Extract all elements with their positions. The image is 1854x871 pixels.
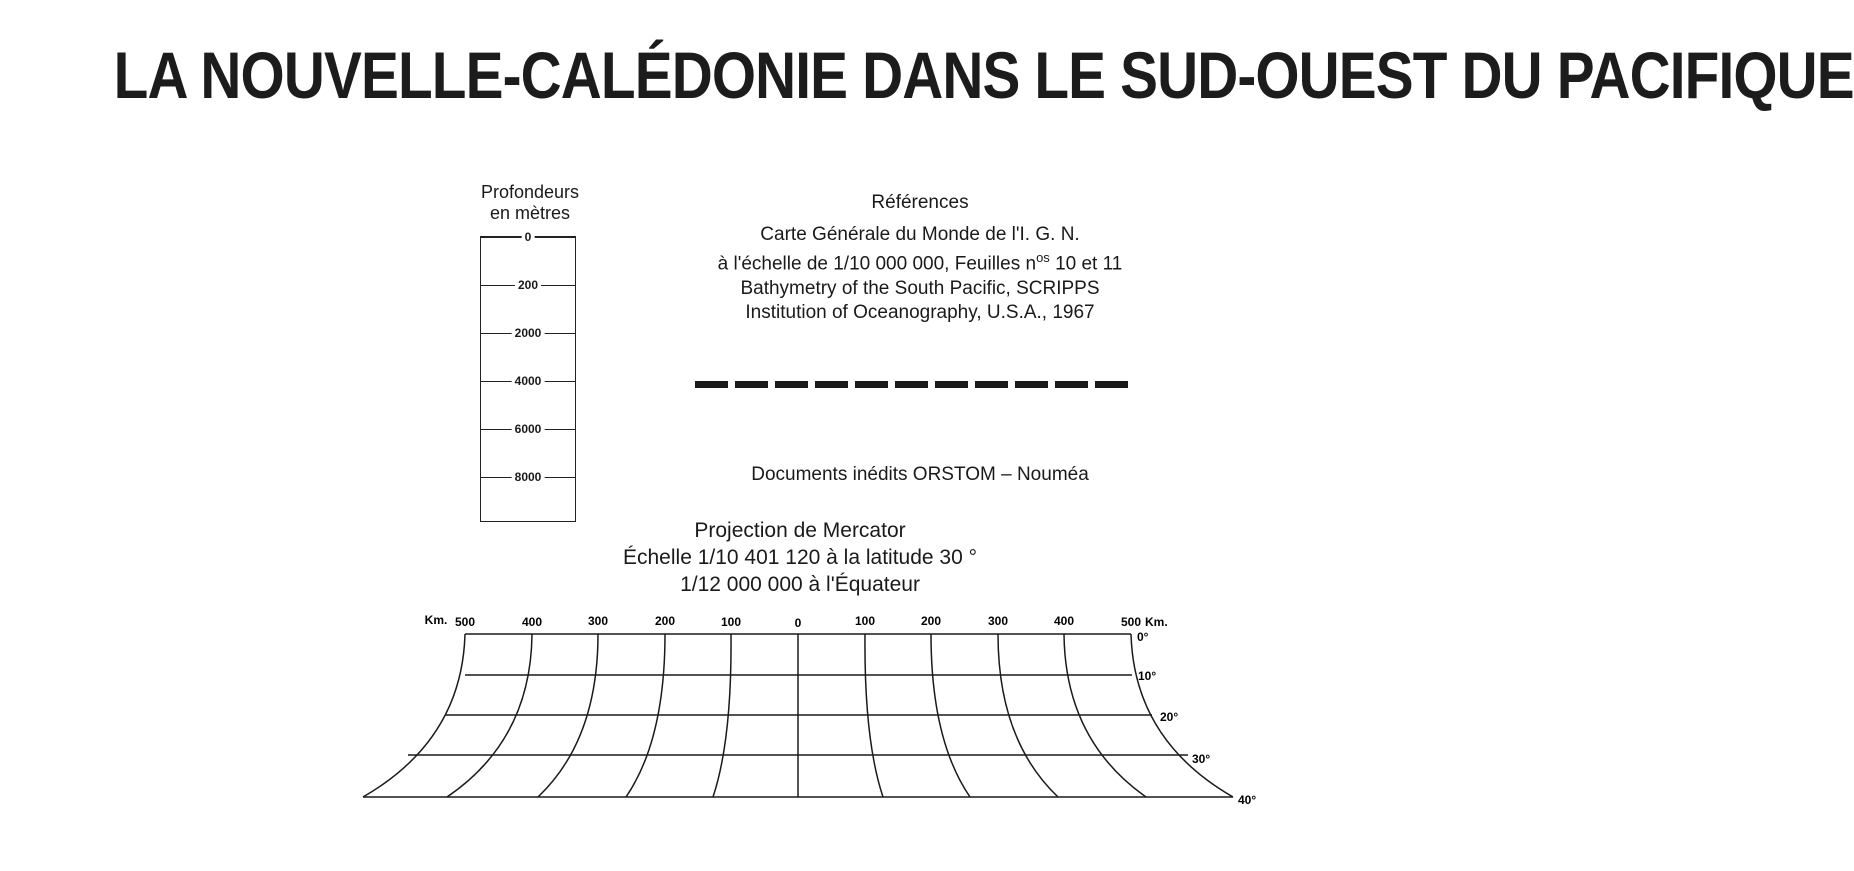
latitude-label: 20° xyxy=(1160,710,1179,724)
scale-unit-left: Km. xyxy=(424,613,448,627)
km-label: 0 xyxy=(794,616,802,630)
reference-scripps-line1: Bathymetry of the South Pacific, SCRIPPS xyxy=(740,278,1100,299)
depth-tick-label: 6000 xyxy=(512,421,545,437)
km-label: 100 xyxy=(720,615,742,629)
km-label: 300 xyxy=(587,614,609,628)
depth-tick-label: 2000 xyxy=(512,325,545,341)
mercator-scale-grid xyxy=(0,600,1624,820)
latitude-label: 0° xyxy=(1137,630,1149,644)
dashed-boundary-symbol xyxy=(695,381,1130,389)
latitude-label: 10° xyxy=(1138,669,1157,683)
latitude-label: 30° xyxy=(1192,752,1211,766)
projection-scale-equator: 1/12 000 000 à l'Équateur xyxy=(680,573,920,596)
km-label: 400 xyxy=(1053,614,1075,628)
km-label: 500 xyxy=(454,615,476,629)
depth-legend-subtitle: en mètres xyxy=(489,203,571,223)
depth-tick-label: 0 xyxy=(522,229,535,245)
latitude-label: 40° xyxy=(1238,793,1257,807)
projection-scale-latitude: Échelle 1/10 401 120 à la latitude 30 ° xyxy=(623,546,977,569)
reference-ign-superscript: os xyxy=(1036,250,1050,265)
km-label: 100 xyxy=(854,614,876,628)
reference-ign-line2-a: à l'échelle de 1/10 000 000, Feuilles n xyxy=(717,253,1037,275)
reference-ign-line1: Carte Générale du Monde de l'I. G. N. xyxy=(760,224,1080,245)
depth-legend-box xyxy=(480,230,576,522)
reference-ign-line2-b: 10 et 11 xyxy=(1049,253,1123,275)
map-title: LA NOUVELLE-CALÉDONIE DANS LE SUD-OUEST DU PACIFIQUE xyxy=(113,38,1854,112)
scale-unit-right: Km. xyxy=(1145,615,1168,629)
km-label: 300 xyxy=(987,614,1009,628)
depth-legend-title: Profondeurs xyxy=(480,182,580,202)
km-label: 200 xyxy=(920,614,942,628)
references-heading: Références xyxy=(871,192,969,213)
km-label: 500 xyxy=(1120,615,1142,629)
reference-orstom: Documents inédits ORSTOM – Nouméa xyxy=(751,464,1089,485)
depth-tick-label: 4000 xyxy=(512,373,545,389)
reference-ign-line2 xyxy=(640,246,1200,276)
depth-tick-label: 200 xyxy=(515,277,541,293)
km-label: 400 xyxy=(521,615,543,629)
projection-name: Projection de Mercator xyxy=(694,519,906,542)
reference-scripps-line2: Institution of Oceanography, U.S.A., 1967 xyxy=(745,302,1095,323)
km-label: 200 xyxy=(654,614,676,628)
depth-tick-label: 8000 xyxy=(512,469,545,485)
